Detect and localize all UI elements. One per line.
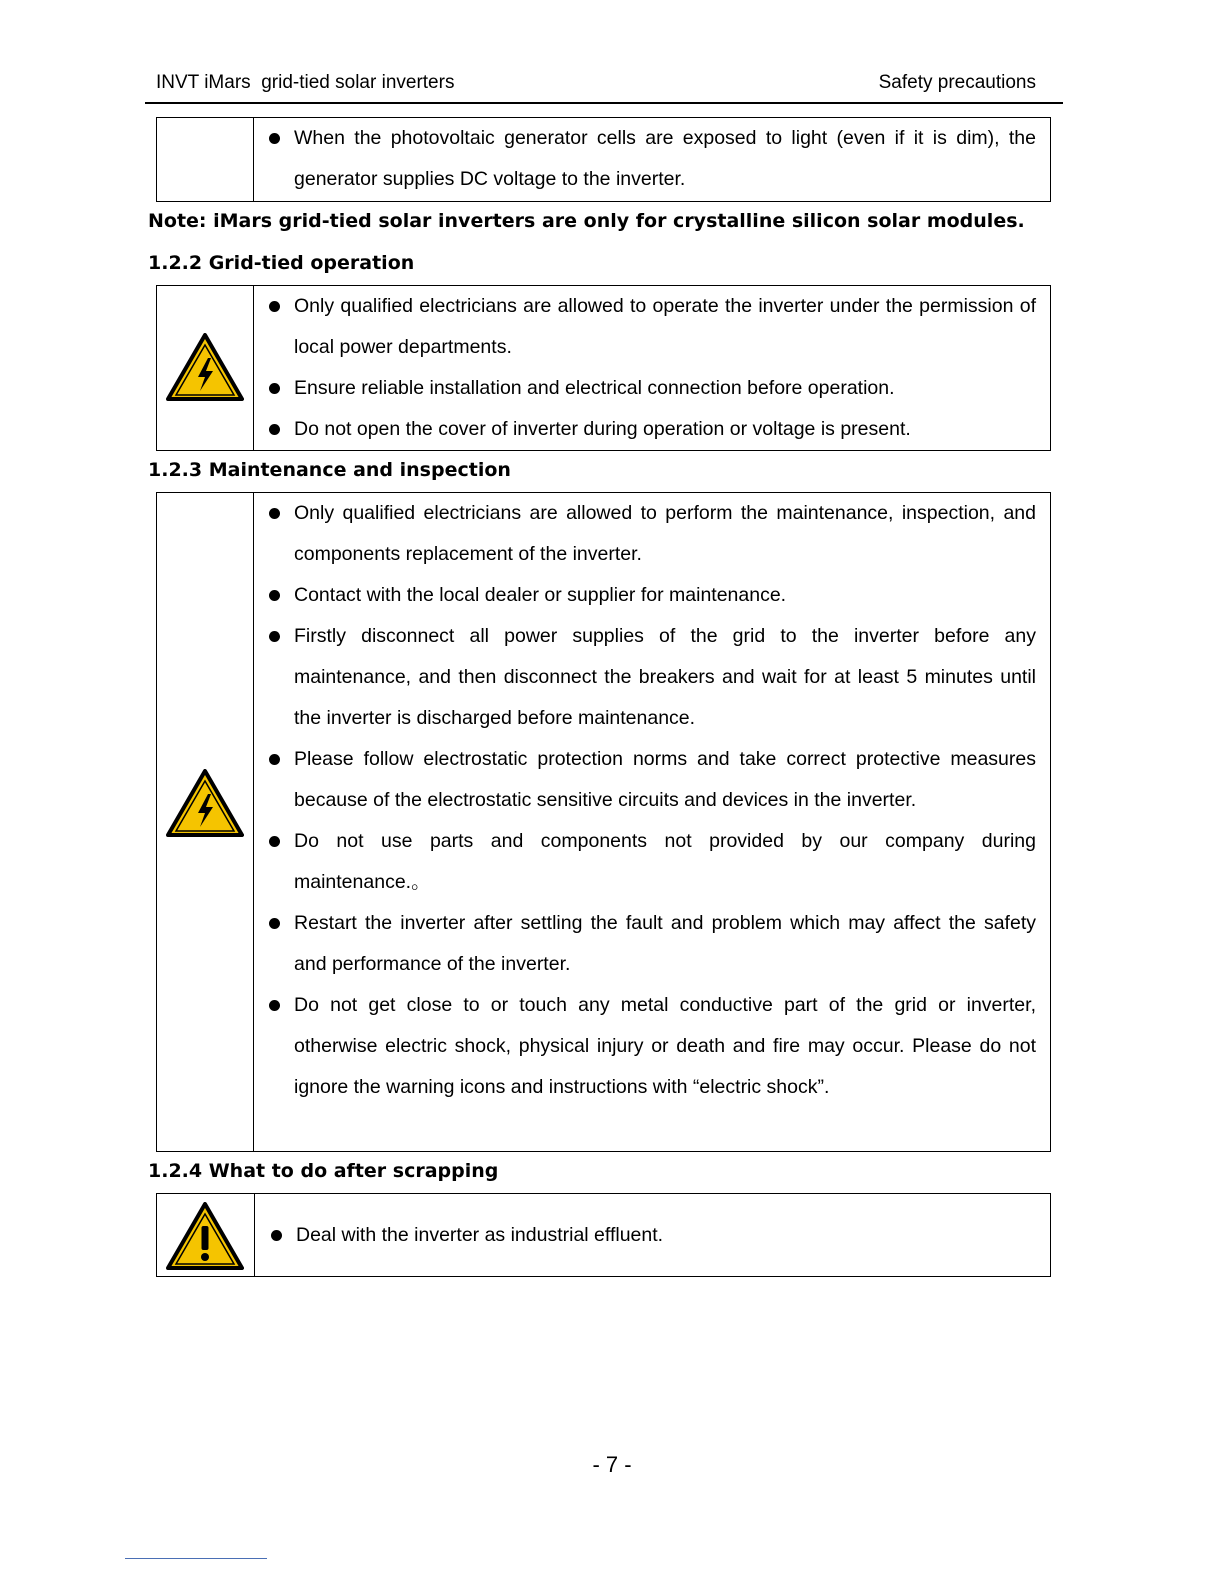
bullet-list: [294, 493, 1036, 1108]
list-item: Do not use parts and components not provided by our company during maintenance.。: [294, 821, 1036, 903]
icon-cell: [157, 1194, 255, 1276]
icon-cell: [157, 493, 254, 1151]
electric-shock-warning-icon: [166, 769, 244, 837]
header-title: INVT iMars grid-tied solar inverters: [156, 72, 455, 93]
list-item: Deal with the inverter as industrial effluent.: [296, 1215, 1036, 1256]
list-item: Firstly disconnect all power supplies of the grid to the inverter before any maintenance, and then disconnect the breakers and wait for at least 5 minutes until the inverter is discharged before maintenance.: [294, 616, 1036, 739]
safety-box-continued: [156, 117, 1051, 202]
safety-box-grid-tied-operation: [156, 285, 1051, 451]
list-item: Only qualified electricians are allowed to perform the maintenance, inspection, and components replacement of the inverter.: [294, 493, 1036, 575]
list-item: Please follow electrostatic protection norms and take correct protective measures because of the electrostatic sensitive circuits and devices in the inverter.: [294, 739, 1036, 821]
list-item: Only qualified electricians are allowed to operate the inverter under the permission of local power departments.: [294, 286, 1036, 368]
bullet-list: [294, 118, 1036, 200]
icon-cell: [157, 286, 254, 450]
bullet-list: [296, 1215, 1036, 1256]
electric-shock-warning-icon: [166, 333, 244, 401]
page-header: [145, 68, 1063, 104]
list-item: Do not open the cover of inverter during operation or voltage is present.: [294, 409, 1036, 450]
section-heading-grid-tied-operation: 1.2.2 Grid-tied operation: [148, 252, 415, 274]
general-warning-icon: [166, 1202, 244, 1270]
list-item: When the photovoltaic generator cells are exposed to light (even if it is dim), the generator supplies DC voltage to the inverter.: [294, 118, 1036, 200]
section-heading-maintenance-inspection: 1.2.3 Maintenance and inspection: [148, 459, 511, 481]
page-number: - 7 -: [592, 1452, 632, 1477]
list-item: Do not get close to or touch any metal conductive part of the grid or inverter, otherwise electric shock, physical injury or death and fire may occur. Please do not ignore the warning icons and instructions with “electric shock”.: [294, 985, 1036, 1108]
safety-box-after-scrapping: [156, 1193, 1051, 1277]
list-item: Restart the inverter after settling the fault and problem which may affect the safety and performance of the inverter.: [294, 903, 1036, 985]
header-section: Safety precautions: [878, 72, 1036, 93]
list-item: Ensure reliable installation and electrical connection before operation.: [294, 368, 1036, 409]
icon-cell-empty: [157, 118, 254, 201]
safety-box-maintenance-inspection: [156, 492, 1051, 1152]
bullet-list: [294, 286, 1036, 450]
footnote-separator: [125, 1558, 267, 1559]
section-heading-after-scrapping: 1.2.4 What to do after scrapping: [148, 1160, 499, 1182]
note-text: Note: iMars grid-tied solar inverters are only for crystalline silicon solar modules.: [148, 210, 1025, 232]
list-item: Contact with the local dealer or supplier for maintenance.: [294, 575, 1036, 616]
